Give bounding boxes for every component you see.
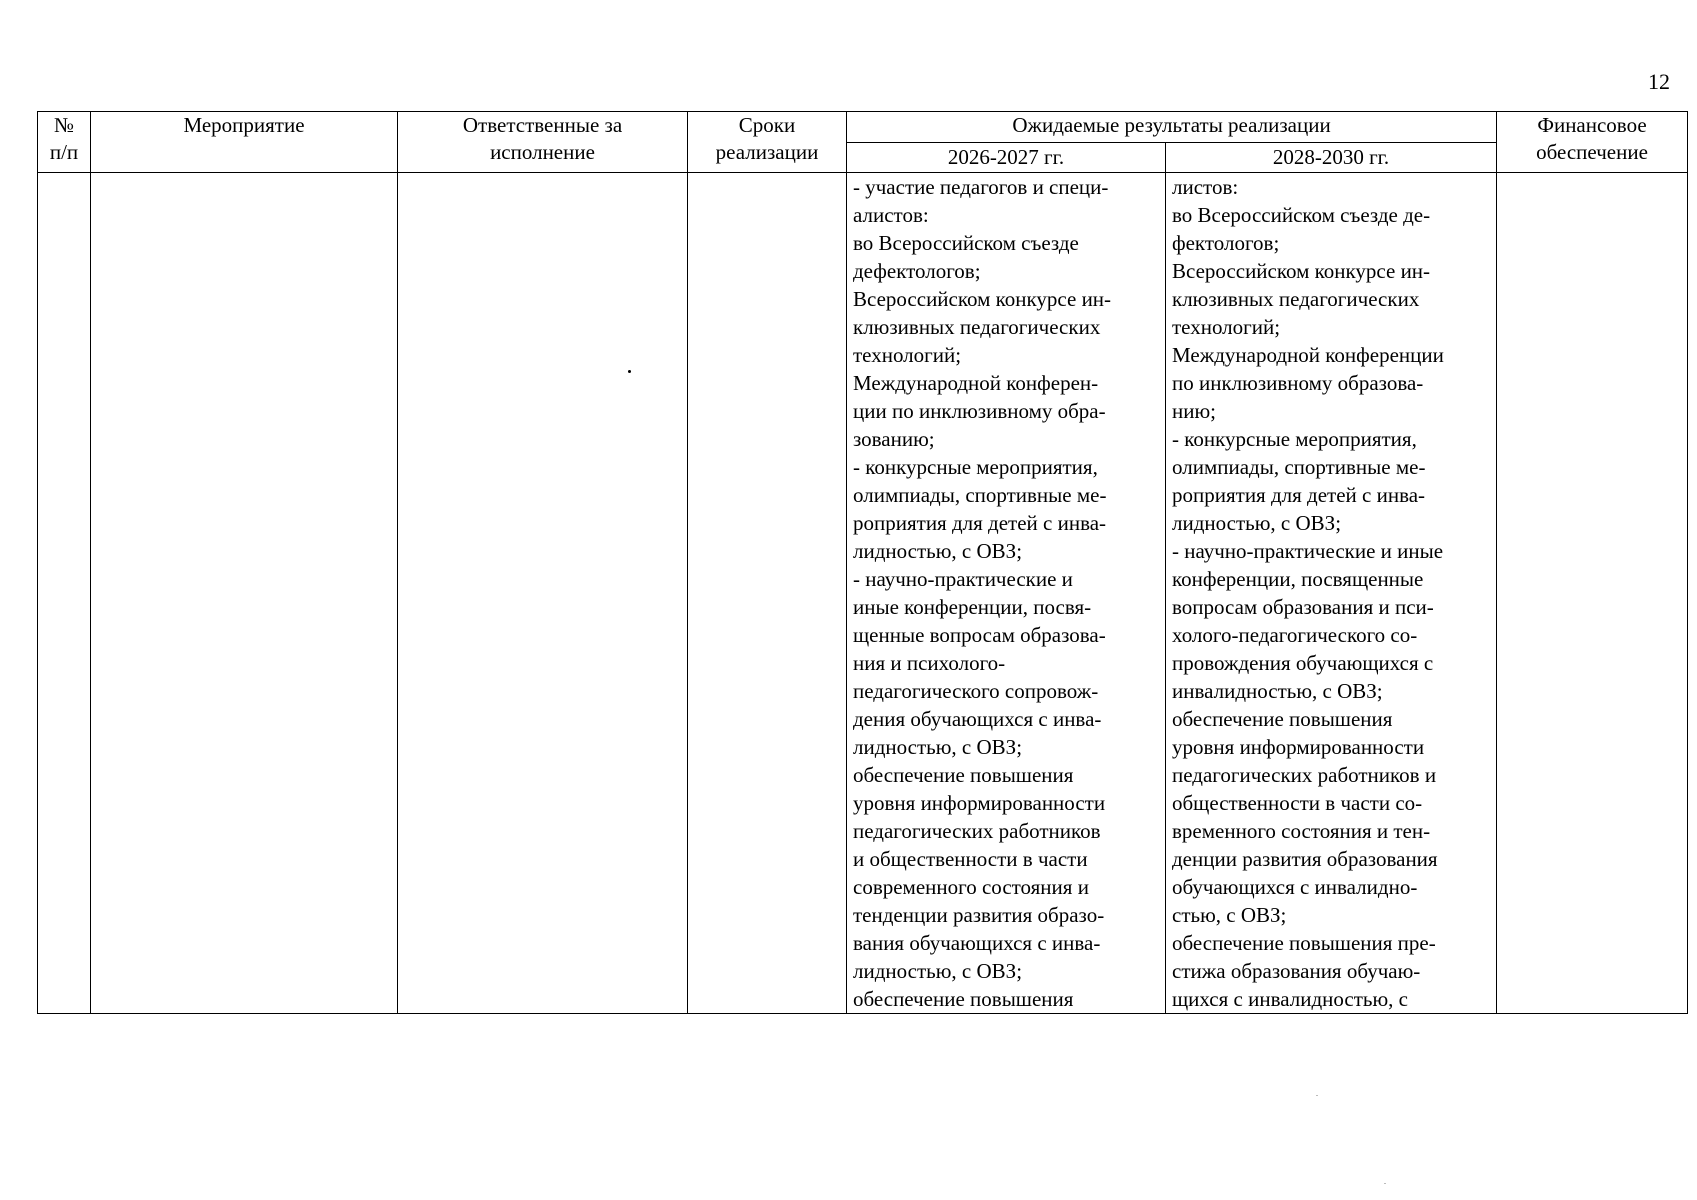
text-line: фектологов; <box>1172 231 1280 255</box>
text-line: клюзивных педагогических <box>1172 287 1420 311</box>
cell-responsible <box>398 173 688 1014</box>
text-line: иные конференции, посвя- <box>853 595 1092 619</box>
text-line: олимпиады, спортивные ме- <box>1172 455 1426 479</box>
text-line: лидностью, с ОВЗ; <box>853 735 1023 759</box>
text-line: провождения обучающихся с <box>1172 651 1434 675</box>
text-line: роприятия для детей с инва- <box>853 511 1107 535</box>
header-responsible <box>398 112 688 173</box>
text-line: обучающихся с инвалидно- <box>1172 875 1418 899</box>
text-line: и общественности в части <box>853 847 1088 871</box>
text-line: зованию; <box>853 427 935 451</box>
cell-activity <box>91 173 398 1014</box>
text-line: Всероссийском конкурсе ин- <box>853 287 1112 311</box>
header-terms <box>688 112 847 173</box>
header-period-2026-2027: 2026-2027 гг. <box>847 143 1166 173</box>
text-line: вания обучающихся с инва- <box>853 931 1101 955</box>
text-line: лидностью, с ОВЗ; <box>853 539 1023 563</box>
text-line: тенденции развития образо- <box>853 903 1105 927</box>
text-line: инвалидностью, с ОВЗ; <box>1172 679 1383 703</box>
text-line: обеспечение повышения <box>853 987 1074 1011</box>
header-period-2028-2030: 2028-2030 гг. <box>1166 143 1497 173</box>
text-line: - научно-практические и иные <box>1172 539 1444 563</box>
table-row <box>38 173 1688 1014</box>
cell-terms <box>688 173 847 1014</box>
header-responsible-line-1: Ответственные за <box>462 113 623 137</box>
header-num-line-1: № <box>53 113 75 137</box>
text-line: уровня информированности <box>853 791 1106 815</box>
cell-finance <box>1497 173 1688 1014</box>
text-line: педагогических работников <box>853 819 1101 843</box>
scan-speck <box>1316 1095 1318 1096</box>
header-num-line-2: п/п <box>49 140 79 164</box>
text-line: уровня информированности <box>1172 735 1425 759</box>
text-line: щихся с инвалидностью, с <box>1172 987 1408 1011</box>
text-line: во Всероссийском съезде <box>853 231 1079 255</box>
text-line: по инклюзивному образова- <box>1172 371 1424 395</box>
text-line: общественности в части со- <box>1172 791 1423 815</box>
text-line: клюзивных педагогических <box>853 315 1101 339</box>
text-line: технологий; <box>1172 315 1281 339</box>
text-line: ции по инклюзивному обра- <box>853 399 1106 423</box>
text-line: обеспечение повышения <box>853 763 1074 787</box>
scan-speck <box>1384 1183 1386 1184</box>
page-number: 12 <box>1648 69 1670 94</box>
plan-table <box>37 111 1688 1014</box>
text-line: дефектологов; <box>853 259 981 283</box>
scan-dot <box>628 370 631 373</box>
text-line: роприятия для детей с инва- <box>1172 483 1426 507</box>
text-line: вопросам образования и пси- <box>1172 595 1434 619</box>
text-line: - конкурсные мероприятия, <box>853 455 1098 479</box>
cell-results-2028-2030 <box>1166 173 1497 1014</box>
text-line: технологий; <box>853 343 962 367</box>
text-line: олимпиады, спортивные ме- <box>853 483 1107 507</box>
text-line: стижа образования обучаю- <box>1172 959 1421 983</box>
text-line: обеспечение повышения <box>1172 707 1393 731</box>
text-line: педагогического сопровож- <box>853 679 1099 703</box>
cell-results-2026-2027 <box>847 173 1166 1014</box>
text-line: стью, с ОВЗ; <box>1172 903 1287 927</box>
text-line: холого-педагогического со- <box>1172 623 1418 647</box>
text-line: денции развития образования <box>1172 847 1438 871</box>
header-activity <box>91 112 398 173</box>
header-finance-line-1: Финансовое <box>1537 113 1647 137</box>
header-finance-line-2: обеспечение <box>1536 140 1648 164</box>
text-line: - конкурсные мероприятия, <box>1172 427 1417 451</box>
text-line: нию; <box>1172 399 1216 423</box>
text-line: временного состояния и тен- <box>1172 819 1431 843</box>
text-line: щенные вопросам образова- <box>853 623 1106 647</box>
text-line: педагогических работников и <box>1172 763 1437 787</box>
header-finance <box>1497 112 1688 173</box>
text-line: Международной конферен- <box>853 371 1099 395</box>
header-terms-line-2: реализации <box>715 140 819 164</box>
cell-num <box>38 173 91 1014</box>
text-line: во Всероссийском съезде де- <box>1172 203 1431 227</box>
text-line: листов: <box>1172 175 1239 199</box>
header-results <box>847 112 1497 143</box>
header-num <box>38 112 91 173</box>
text-line: современного состояния и <box>853 875 1089 899</box>
text-line: обеспечение повышения пре- <box>1172 931 1436 955</box>
text-line: - научно-практические и <box>853 567 1073 591</box>
header-terms-line-1: Сроки <box>738 113 796 137</box>
header-responsible-line-2: исполнение <box>490 140 595 164</box>
text-line: дения обучающихся с инва- <box>853 707 1102 731</box>
text-line: Международной конференции <box>1172 343 1444 367</box>
header-results-label: Ожидаемые результаты реализации <box>1012 113 1331 137</box>
text-line: лидностью, с ОВЗ; <box>853 959 1023 983</box>
text-line: ния и психолого- <box>853 651 1006 675</box>
text-line: - участие педагогов и специ- <box>853 175 1109 199</box>
text-line: Всероссийском конкурсе ин- <box>1172 259 1431 283</box>
header-activity-label: Мероприятие <box>183 113 305 137</box>
text-line: лидностью, с ОВЗ; <box>1172 511 1342 535</box>
text-line: конференции, посвященные <box>1172 567 1424 591</box>
text-line: алистов: <box>853 203 929 227</box>
